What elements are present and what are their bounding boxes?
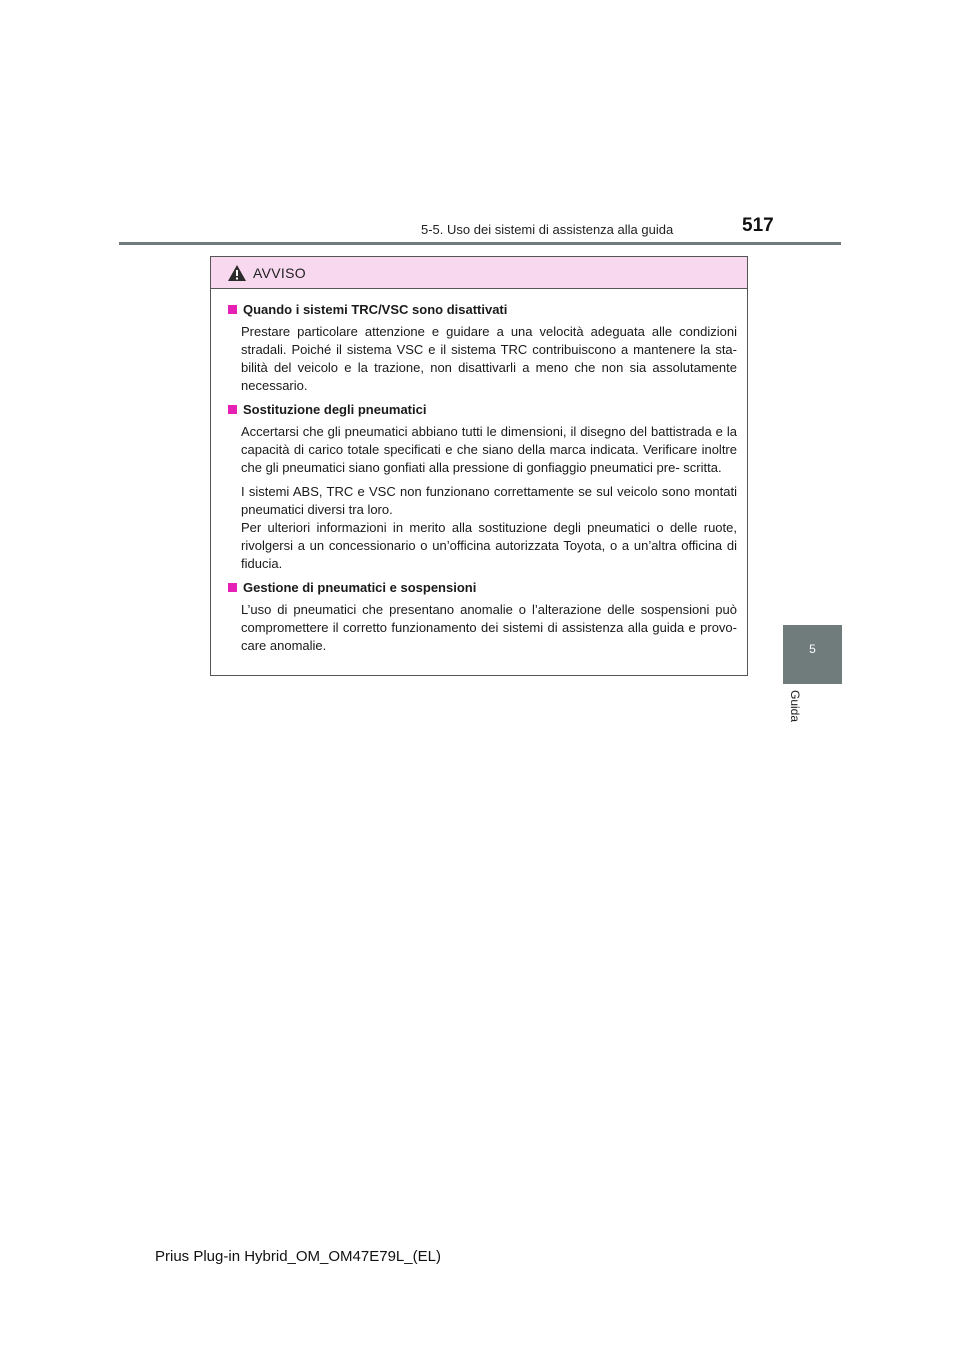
chapter-label: Guida <box>788 690 802 723</box>
section-heading-text: Gestione di pneumatici e sospensioni <box>243 580 477 595</box>
warning-triangle-icon <box>227 264 247 282</box>
header-divider <box>119 242 841 245</box>
warning-header <box>211 257 747 289</box>
paragraph: Per ulteriori informazioni in merito alla sostituzione degli pneumatici o delle ruote, rivolgersi a un concessionario o un’officina autorizzata Toyota, o a un’altra officina di fiducia. <box>241 520 737 571</box>
page-number: 517 <box>742 215 774 236</box>
chapter-tab[interactable] <box>783 625 842 684</box>
section-heading <box>228 579 737 596</box>
section-trc-vsc <box>228 301 737 395</box>
section-heading <box>228 401 737 418</box>
warning-body <box>211 289 747 655</box>
section-heading-text: Quando i sistemi TRC/VSC sono disattivati <box>243 302 508 317</box>
footer-document-id: Prius Plug-in Hybrid_OM_OM47E79L_(EL) <box>155 1248 441 1265</box>
section-title: 5-5. Uso dei sistemi di assistenza alla guida <box>421 222 674 237</box>
warning-box <box>210 256 748 676</box>
paragraph: I sistemi ABS, TRC e VSC non funzionano correttamente se sul veicolo sono montati pneumatici diversi tra loro. <box>241 484 737 517</box>
paragraph: Accertarsi che gli pneumatici abbiano tutti le dimensioni, il disegno del battistrada e la capacità di carico totale specificati e che siano della marca indicata. Verificare inoltre che gli pneumatici siano gonfiati alla pressione di gonfiaggio pneumatici pre- scritta. <box>241 424 737 475</box>
section-heading-text: Sostituzione degli pneumatici <box>243 402 427 417</box>
paragraph: L’uso di pneumatici che presentano anomalie o l’alterazione delle sospensioni può compromettere il corretto funzionamento dei sistemi di assistenza alla guida e provo- care anomalie. <box>241 602 737 653</box>
paragraph: Prestare particolare attenzione e guidare a una velocità adeguata alle condizioni stradali. Poiché il sistema VSC e il sistema TRC contribuiscono a mantenere la sta- bilità del veicolo e la trazione, non disattivarli a meno che non sia assolutamente necessario. <box>241 324 737 393</box>
bullet-square-icon <box>228 405 237 414</box>
section-tires-suspension <box>228 579 737 655</box>
bullet-square-icon <box>228 583 237 592</box>
warning-title: AVVISO <box>253 264 306 281</box>
section-tire-replacement <box>228 401 737 573</box>
bullet-square-icon <box>228 305 237 314</box>
chapter-number: 5 <box>809 642 816 656</box>
section-heading <box>228 301 737 318</box>
